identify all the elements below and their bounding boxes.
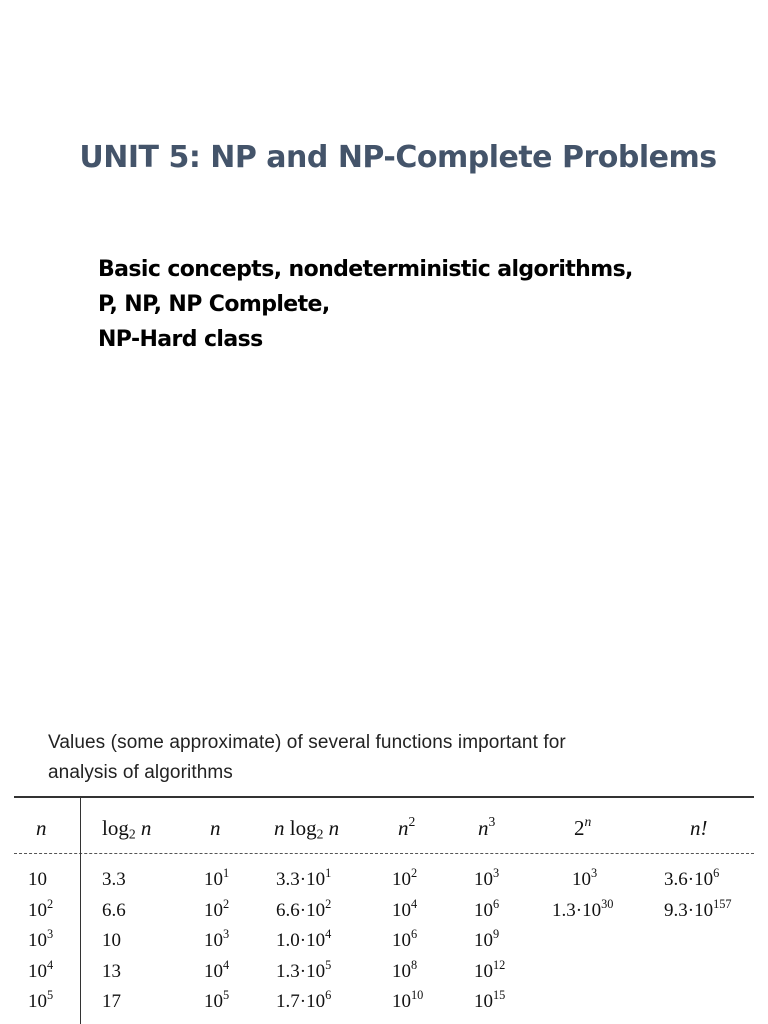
cell-log2n: 3.3	[102, 869, 126, 890]
cell-n-squared: $10^8$	[392, 957, 418, 982]
table-caption	[48, 728, 566, 788]
cell-n-cubed: $10^{15}$	[474, 987, 506, 1012]
cell-n: $10^4$	[28, 957, 54, 982]
cell-log2n: 6.6	[102, 899, 126, 921]
topic-list	[98, 252, 633, 357]
cell-n-squared: $10^2$	[392, 865, 418, 890]
header-n2: $n^2$	[398, 814, 416, 840]
header-log2n: $\log_2 n$	[102, 816, 152, 842]
cell-n: 10	[28, 869, 47, 890]
topic-line-2: P, NP, NP Complete,	[98, 292, 330, 317]
header-n3: $n^3$	[478, 814, 496, 840]
header-nfact: n!	[690, 816, 708, 840]
cell-n-cubed: $10^3$	[474, 865, 500, 890]
cell-n-cubed: $10^9$	[474, 926, 500, 951]
header-2n: 2$^n$	[574, 814, 592, 840]
cell-2-pow-n: $1.3\cdot 10^{30}$	[552, 896, 614, 921]
cell-n-cubed: $10^{12}$	[474, 957, 506, 982]
table-header-rule	[14, 853, 754, 854]
cell-n-cubed: $10^6$	[474, 896, 500, 921]
cell-n-value: $10^4$	[204, 957, 230, 982]
table-column-rule	[80, 798, 81, 1024]
cell-n: $10^2$	[28, 896, 54, 921]
cell-log2n: 17	[102, 991, 121, 1012]
function-values-table	[0, 720, 768, 1024]
cell-2-pow-n: $10^3$	[572, 865, 598, 890]
table-top-rule	[14, 796, 754, 798]
cell-log2n: 10	[102, 930, 121, 951]
cell-n-squared: $10^6$	[392, 926, 418, 951]
cell-nlog2n: $1.3\cdot 10^5$	[276, 957, 332, 982]
header-nlog2n: n $\log_2 n$	[274, 816, 340, 842]
cell-n-squared: $10^4$	[392, 896, 418, 921]
cell-n-value: $10^2$	[204, 896, 230, 921]
cell-n-factorial: $9.3\cdot 10^{157}$	[664, 896, 732, 921]
cell-n: $10^3$	[28, 926, 54, 951]
cell-n-factorial: $3.6\cdot 10^6$	[664, 865, 720, 890]
cell-nlog2n: $3.3\cdot 10^1$	[276, 865, 332, 890]
header-n-col: n	[210, 816, 221, 840]
slide-title: UNIT 5: NP and NP-Complete Problems	[79, 140, 717, 175]
cell-n-squared: $10^{10}$	[392, 987, 424, 1012]
cell-nlog2n: $1.0\cdot 10^4$	[276, 926, 332, 951]
cell-n-value: $10^5$	[204, 987, 230, 1012]
cell-n-value: $10^1$	[204, 865, 230, 890]
cell-nlog2n: $6.6\cdot 10^2$	[276, 896, 332, 921]
topic-line-1: Basic concepts, nondeterministic algorithms,	[98, 257, 633, 282]
cell-n-value: $10^3$	[204, 926, 230, 951]
header-n: n	[36, 816, 47, 840]
caption-line-2: analysis of algorithms	[48, 762, 233, 783]
cell-nlog2n: $1.7\cdot 10^6$	[276, 987, 332, 1012]
topic-line-3: NP-Hard class	[98, 327, 263, 352]
cell-n: $10^5$	[28, 987, 54, 1012]
cell-log2n: 13	[102, 960, 121, 982]
caption-line-1: Values (some approximate) of several functions important for	[48, 732, 566, 753]
